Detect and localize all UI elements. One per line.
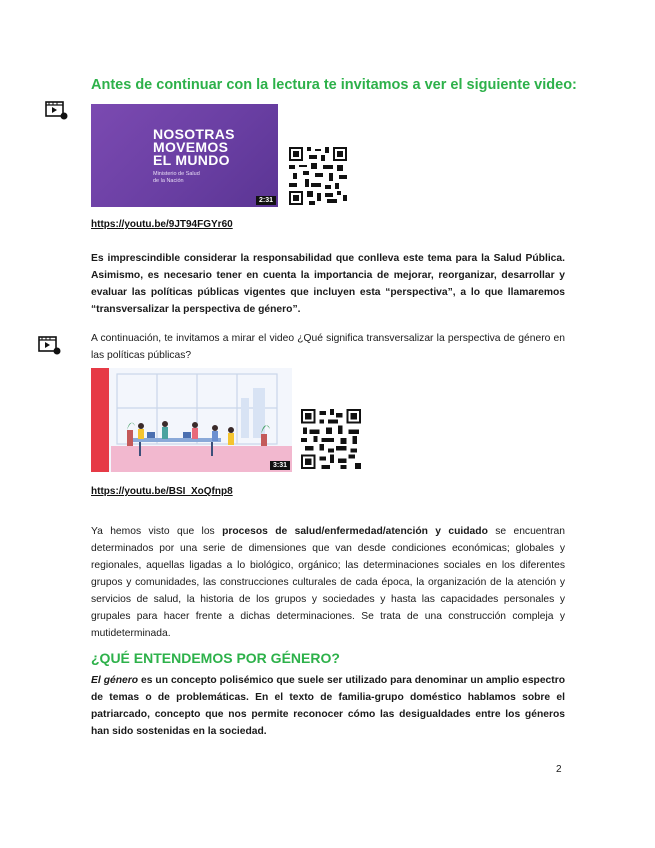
qr-code-icon (289, 147, 347, 210)
video-link[interactable]: https://youtu.be/BSI_XoQfnp8 (91, 486, 233, 497)
paragraph-procesos-salud (91, 523, 565, 642)
paragraph-video-intro: A continuación, te invitamos a mirar el video ¿Qué significa transversalizar la perspectiva de género en las políticas públicas? (91, 333, 565, 361)
thumbnail-subtitle-line: de la Nación (153, 178, 184, 184)
qr-code-icon (301, 409, 361, 474)
paragraph-text: Ya hemos visto que los (91, 526, 223, 537)
video-thumbnail-transversalizar[interactable] (91, 368, 292, 472)
thumbnail-title-line: NOSOTRAS (153, 126, 235, 142)
thumbnail-title-line: MOVEMOS (153, 139, 229, 155)
paragraph-italic-term: El género (91, 675, 139, 686)
thumbnail-title-line: EL MUNDO (153, 152, 230, 168)
paragraph-bold-text: procesos de salud/enfermedad/atención y cuidado (222, 526, 488, 537)
video-play-icon (38, 336, 62, 356)
video-play-icon (45, 101, 69, 121)
section-heading-genero: ¿QUÉ ENTENDEMOS POR GÉNERO? (91, 650, 340, 666)
video-thumbnail-nosotras[interactable] (91, 104, 278, 207)
paragraph-genero (91, 672, 565, 740)
page-number: 2 (556, 764, 562, 775)
video-duration-badge: 3:31 (270, 461, 290, 470)
paragraph-text: se encuentran determinados por una serie de dimensiones que van desde condiciones económicas; globales y regionales, aquellas ligadas a lo biológico, orgánico; las determinaciones sociales en los diferentes grupos y comunidades, las construcciones culturales de cada época, la organización de la atención y servicios de salud, la historia de los grupos y sociedades y hasta las capacidades personales y grupales para hacer frente a dichas determinaciones. Se trata de una construcción compleja y mutideterminada. (91, 526, 565, 639)
section-heading-video: Antes de continuar con la lectura te invitamos a ver el siguiente video: (91, 77, 577, 93)
video-link[interactable]: https://youtu.be/9JT94FGYr60 (91, 219, 233, 230)
paragraph-salud-publica: Es imprescindible considerar la responsabilidad que conlleva este tema para la Salud Pública. Asimismo, es necesario tener en cuenta la importancia de mejorar, reorganizar, desarrollar y evaluar las políticas públicas vigentes que incluyen esta “perspectiva”, a lo que llamaremos “transversalizar la perspectiva de género”. (91, 253, 565, 315)
paragraph-text: es un concepto polisémico que suele ser utilizado para denominar un amplio espectro de temas o de problemáticas. En el texto de familia-grupo doméstico hablamos sobre el patriarcado, concepto que nos permite reconocer cómo las desigualdades entre los géneros han sido sostenidas en la sociedad. (91, 675, 566, 737)
video-duration-badge: 2:31 (256, 196, 276, 205)
thumbnail-subtitle-line: Ministerio de Salud (153, 171, 200, 177)
